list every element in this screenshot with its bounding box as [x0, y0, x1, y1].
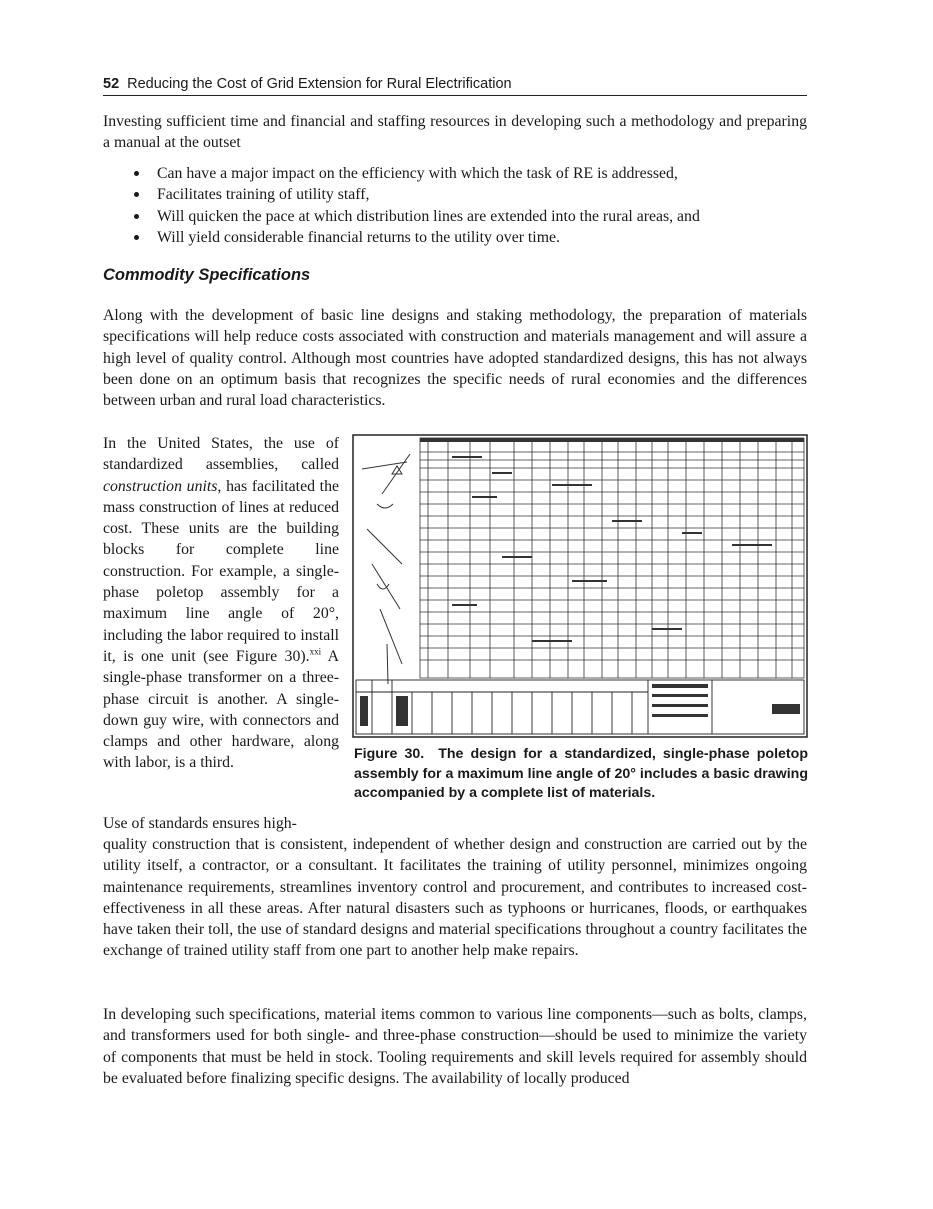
figure-label: Figure 30.: [354, 746, 425, 762]
list-item: Will quicken the pace at which distribution lines are extended into the rural areas, and: [103, 206, 807, 227]
running-title: Reducing the Cost of Grid Extension for Rural Electrification: [127, 76, 512, 92]
text-run: , has facilitated the mass construction of lines at reduced cost. These units are the building blocks for complete line construction. For example, a single-phase poletop assembly for a maximum line angle of 20°, including the labor required to install it, is one unit (see Figure 30).: [103, 477, 339, 665]
standards-paragraph-start: Use of standards ensures high-: [103, 815, 297, 832]
figure-30-drawing: [352, 434, 808, 738]
standards-paragraph: quality construction that is consistent, independent of whether design and construction are carried out by the utility itself, a contractor, or a consultant. It facilitates the training of utility personnel, minimizes ongoing maintenance requirements, streamlines inventory control and procurement, and contributes to increased cost-effectiveness in all these areas. After natural disasters such as typhoons or hurricanes, floods, or earthquakes have taken their toll, the use of standard designs and material specifications throughout a country facilitates the exchange of trained utility staff from one part to another help make repairs.: [103, 836, 807, 960]
list-item: Can have a major impact on the efficiency with which the task of RE is addressed,: [103, 163, 807, 184]
commodity-paragraph: Along with the development of basic line designs and staking methodology, the preparation of materials specifications will help reduce costs associated with construction and materials management and will assure a high level of quality control. Although most countries have adopted standardized designs, this has not always been done on an optimum basis that recognizes the specific needs of rural economies and the differences between urban and rural load characteristics.: [103, 307, 807, 410]
running-header: [103, 76, 807, 96]
page-number: 52: [103, 76, 120, 92]
footnote-ref: xxi: [309, 646, 322, 657]
intro-paragraph: Investing sufficient time and financial and staffing resources in developing such a methodology and preparing a manual at the outset: [103, 113, 807, 152]
section-heading: Commodity Specifications: [103, 266, 311, 284]
emphasis-term: construction units: [103, 477, 218, 495]
list-item: Will yield considerable financial returns to the utility over time.: [103, 227, 807, 248]
figure-caption-text: The design for a standardized, single-phase poletop assembly for a maximum line angle of 20° includes a basic drawing accompanied by a complete list of materials.: [354, 746, 808, 801]
figure-caption: [354, 745, 808, 804]
benefit-list: [103, 163, 807, 248]
text-run: In the United States, the use of standardized assemblies, called: [103, 435, 339, 474]
construction-units-paragraph: [103, 433, 339, 774]
text-run: A single-phase transformer on a three-phase circuit is another. A single-down guy wire, with connectors and clamps and other hardware, along with labor, is a third.: [103, 647, 339, 772]
developing-paragraph: In developing such specifications, material items common to various line components—such as bolts, clamps, and transformers used for both single- and three-phase construction—should be used to minimize the variety of components that must be held in stock. Tooling requirements and skill levels required for assembly should be evaluated before finalizing specific designs. The availability of locally produced: [103, 1006, 807, 1087]
list-item: Facilitates training of utility staff,: [103, 184, 807, 205]
